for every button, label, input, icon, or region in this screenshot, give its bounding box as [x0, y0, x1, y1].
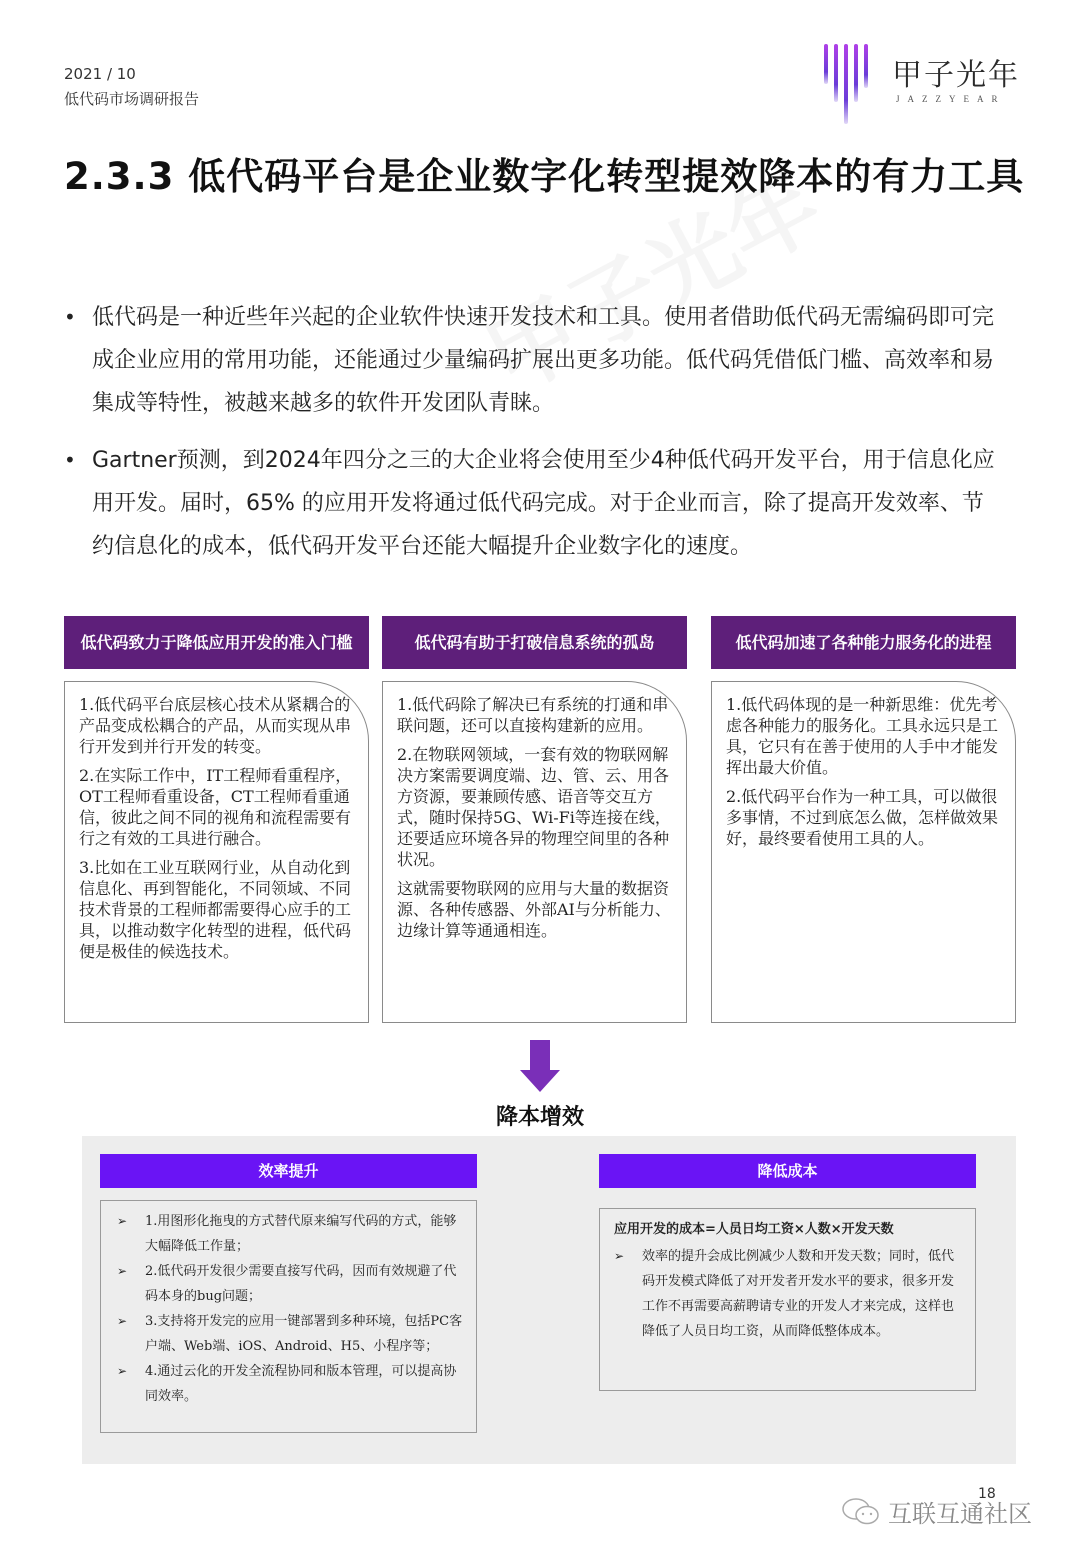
efficiency-heading: 效率提升	[100, 1154, 477, 1188]
intro-bullet: • 低代码是一种近些年兴起的企业软件快速开发技术和工具。使用者借助低代码无需编码即可完成企业应用的常用功能，还能通过少量编码扩展出更多功能。低代码凭借低门槛、高效率和易集成等特性，被越来越多的软件开发团队青睐。	[64, 296, 1004, 425]
efficiency-item: ➢ 3.支持将开发完的应用一键部署到多种环境，包括PC客户端、Web端、iOS、Android、H5、小程序等；	[117, 1309, 464, 1359]
report-name: 低代码市场调研报告	[64, 90, 200, 108]
column-paragraph: 2.低代码平台作为一种工具，可以做很多事情，不过到底怎么做，怎样做效果好，最终要看使用工具的人。	[726, 787, 999, 848]
logo-text-cn: 甲子光年	[892, 58, 1020, 93]
down-arrow-icon	[520, 1040, 560, 1092]
column-body	[711, 681, 1016, 1023]
efficiency-item: ➢ 2.低代码开发很少需要直接写代码，因而有效规避了代码本身的bug问题；	[117, 1259, 464, 1309]
arrow-label: 降本增效	[495, 1105, 584, 1130]
intro-bullet: • Gartner预测，到2024年四分之三的大企业将会使用至少4种低代码开发平台，用于信息化应用开发。届时，65% 的应用开发将通过低代码完成。对于企业而言，除了提高开发效率、节约信息化的成本，低代码开发平台还能大幅提升企业数字化的速度。	[64, 439, 1004, 568]
efficiency-item: ➢ 1.用图形化拖曳的方式替代原来编写代码的方式，能够大幅降低工作量；	[117, 1209, 464, 1259]
cost-item: ➢ 效率的提升会成比例减少人数和开发天数；同时，低代码开发模式降低了对开发者开发水平的要求，很多开发工作不再需要高薪聘请专业的开发人才来完成，这样也降低了人员日均工资，从而降低整体成本。	[614, 1244, 961, 1344]
column-heading: 低代码有助于打破信息系统的孤岛	[382, 616, 687, 669]
page-number: 18	[978, 1486, 996, 1502]
report-meta	[64, 62, 199, 112]
column-paragraph: 1.低代码体现的是一种新思维：优先考虑各种能力的服务化。工具永远只是工具，它只有在善于使用的人手中才能发挥出最大价值。	[726, 695, 999, 777]
logo-text-en: JAZZYEAR	[896, 94, 1006, 104]
column-entry-barrier	[64, 616, 369, 1023]
efficiency-item: ➢ 4.通过云化的开发全流程协同和版本管理，可以提高协同效率。	[117, 1359, 464, 1409]
column-paragraph: 3.比如在工业互联网行业，从自动化到信息化、再到智能化，不同领域、不同技术背景的工程师都需要得心应手的工具，以推动数字化转型的进程，低代码便是极佳的候选技术。	[79, 858, 352, 961]
column-paragraph: 这就需要物联网的应用与大量的数据资源、各种传感器、外部AI与分析能力、边缘计算等通通相连。	[397, 879, 671, 940]
column-heading: 低代码加速了各种能力服务化的进程	[711, 616, 1016, 669]
column-paragraph: 1.低代码平台底层核心技术从紧耦合的产品变成松耦合的产品，从而实现从串行开发到并行开发的转变。	[79, 695, 352, 756]
jazzyear-logo	[822, 42, 1022, 124]
cost-formula: 应用开发的成本=人员日均工资×人数×开发天数	[614, 1222, 894, 1237]
column-servitization	[711, 616, 1016, 1023]
wechat-icon	[842, 1497, 880, 1527]
column-body	[64, 681, 369, 1023]
efficiency-box	[100, 1200, 477, 1433]
column-heading: 低代码致力于降低应用开发的准入门槛	[64, 616, 369, 669]
column-paragraph: 2.在物联网领域，一套有效的物联网解决方案需要调度端、边、管、云、用各方资源，要兼顾传感、语音等交互方式，随时保持5G、Wi-Fi等连接在线，还要适应环境各异的物理空间里的各种状况。	[397, 745, 671, 869]
wechat-footer	[842, 1494, 1032, 1529]
page-title: 2.3.3 低代码平台是企业数字化转型提效降本的有力工具	[64, 155, 1025, 198]
wechat-account-name: 互联互通社区	[888, 1500, 1032, 1528]
report-date: 2021 / 10	[64, 65, 136, 83]
column-paragraph: 1.低代码除了解决已有系统的打通和串联问题，还可以直接构建新的应用。	[397, 695, 669, 735]
cost-heading: 降低成本	[599, 1154, 976, 1188]
intro-bullets	[64, 296, 1004, 582]
column-info-silos	[382, 616, 687, 1023]
cost-box	[599, 1208, 976, 1391]
logo-bars-icon	[822, 42, 882, 124]
column-paragraph: 2.在实际工作中，IT工程师看重程序，OT工程师看重设备，CT工程师看重通信，彼此之间不同的视角和流程需要有行之有效的工具进行融合。	[79, 766, 352, 848]
column-body	[382, 681, 687, 1023]
